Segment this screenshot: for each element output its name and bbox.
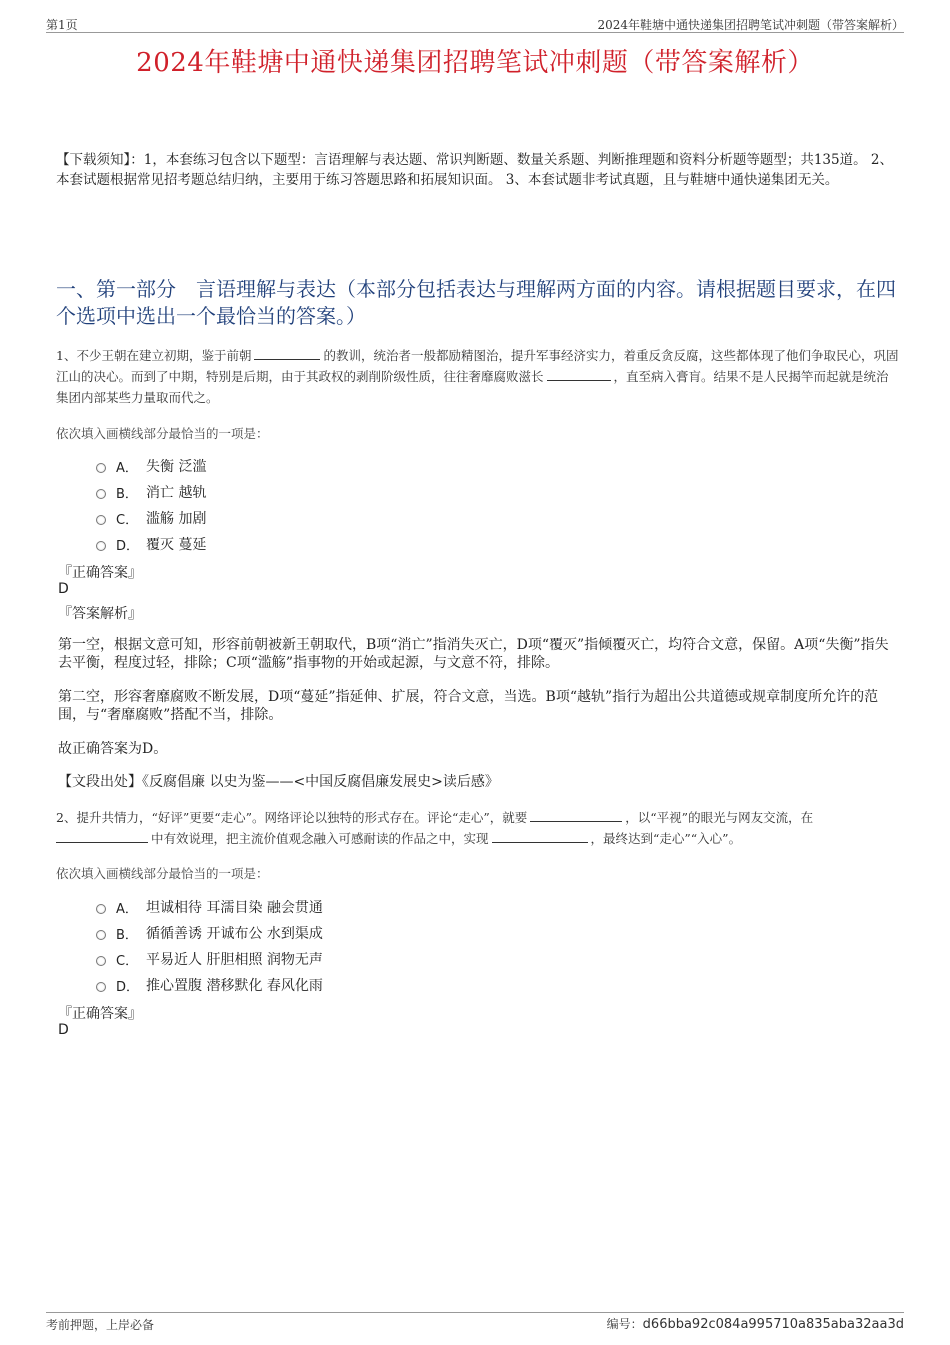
blank-2 bbox=[547, 367, 611, 381]
analysis-paragraph: 第二空，形容奢靡腐败不断发展，D项“蔓延”指延伸、扩展，符合文意，当选。B项“越轨”指行为超出公共道德或规章制度所允许的范围，与“奢靡腐败”搭配不当，排除。 bbox=[58, 689, 879, 723]
blank-1 bbox=[254, 346, 320, 360]
question-1-text: 1、不少王朝在建立初期，鉴于前朝 的教训，统治者一般都励精图治，提升军事经济实力，着重反贪反腐，这些都体现了他们争取民心，巩固江山的决心。而到了中期，特别是后期，由于其政权的剥削阶级性质，往往奢靡腐败滋长 ，直至病入膏肓。结果不是人民揭竿而起就是统治集团内部某些力量取而代之。 bbox=[56, 348, 899, 405]
option-a[interactable]: A． 坦诚相待 耳濡目染 融会贯通 bbox=[96, 894, 323, 920]
blank-2 bbox=[56, 829, 148, 843]
option-d[interactable]: D． 覆灭 蔓延 bbox=[96, 531, 206, 557]
analysis-conclusion: 故正确答案为D。 bbox=[58, 741, 168, 757]
page-title: 2024年鞋塘中通快递集团招聘笔试冲刺题（带答案解析） bbox=[136, 48, 814, 78]
header-doc-title: 2024年鞋塘中通快递集团招聘笔试冲刺题（带答案解析） bbox=[597, 18, 904, 32]
blank-3 bbox=[492, 829, 588, 843]
radio-icon[interactable] bbox=[96, 904, 106, 914]
analysis-paragraph: 第一空，根据文意可知，形容前朝被新王朝取代，B项“消亡”指消失灭亡，D项“覆灭”指倾覆灭亡，均符合文意，保留。A项“失衡”指失去平衡，程度过轻，排除；C项“滥觞”指事物的开始或起源，与文意不符，排除。 bbox=[58, 637, 889, 671]
radio-icon[interactable] bbox=[96, 982, 106, 992]
page-footer bbox=[46, 1312, 904, 1332]
radio-icon[interactable] bbox=[96, 515, 106, 525]
question-2-text: 2、提升共情力，“好评”更要“走心”。网络评论以独特的形式存在。评论“走心”，就要 ，以“平视”的眼光与网友交流，在 中有效说理，把主流价值观念融入可感耐读的作品之中，实现 ，最终达到“走心”“入心”。 bbox=[56, 810, 814, 846]
page-header bbox=[46, 14, 904, 33]
page-number: 第1页 bbox=[46, 18, 78, 32]
source-citation: 【文段出处】《反腐倡廉 以史为鉴——<中国反腐倡廉发展史>读后感》 bbox=[58, 774, 499, 790]
blank-1 bbox=[530, 808, 622, 822]
radio-icon[interactable] bbox=[96, 463, 106, 473]
option-a[interactable]: A． 失衡 泛滥 bbox=[96, 453, 206, 479]
option-d[interactable]: D． 推心置腹 潜移默化 春风化雨 bbox=[96, 972, 323, 998]
radio-icon[interactable] bbox=[96, 930, 106, 940]
option-c[interactable]: C． 平易近人 肝胆相照 润物无声 bbox=[96, 946, 323, 972]
question-2-instruction: 依次填入画横线部分最恰当的一项是： bbox=[56, 866, 269, 881]
question-1-options bbox=[96, 453, 206, 557]
footer-slogan: 考前押题，上岸必备 bbox=[46, 1318, 155, 1332]
radio-icon[interactable] bbox=[96, 956, 106, 966]
answer-value: D bbox=[58, 1022, 69, 1038]
radio-icon[interactable] bbox=[96, 489, 106, 499]
option-b[interactable]: B． 循循善诱 开诚布公 水到渠成 bbox=[96, 920, 323, 946]
analysis-label: 『答案解析』 bbox=[58, 606, 142, 622]
answer-label: 『正确答案』 bbox=[58, 565, 142, 581]
radio-icon[interactable] bbox=[96, 541, 106, 551]
option-c[interactable]: C． 滥觞 加剧 bbox=[96, 505, 206, 531]
option-b[interactable]: B． 消亡 越轨 bbox=[96, 479, 206, 505]
question-2-options bbox=[96, 894, 323, 998]
answer-label: 『正确答案』 bbox=[58, 1006, 142, 1022]
section-title: 一、第一部分 言语理解与表达（本部分包括表达与理解两方面的内容。请根据题目要求，在四个选项中选出一个最恰当的答案。） bbox=[56, 277, 896, 328]
question-1-instruction: 依次填入画横线部分最恰当的一项是： bbox=[56, 426, 269, 441]
footer-code: 编号：d66bba92c084a995710a835aba32aa3d bbox=[606, 1317, 904, 1332]
answer-value: D bbox=[58, 581, 69, 597]
download-notice: 【下载须知】：1，本套练习包含以下题型：言语理解与表达题、常识判断题、数量关系题、判断推理题和资料分析题等题型；共135道。 2、本套试题根据常见招考题总结归纳，主要用于练习答题思路和拓展知识面。 3、本套试题非考试真题，且与鞋塘中通快递集团无关。 bbox=[56, 152, 893, 188]
